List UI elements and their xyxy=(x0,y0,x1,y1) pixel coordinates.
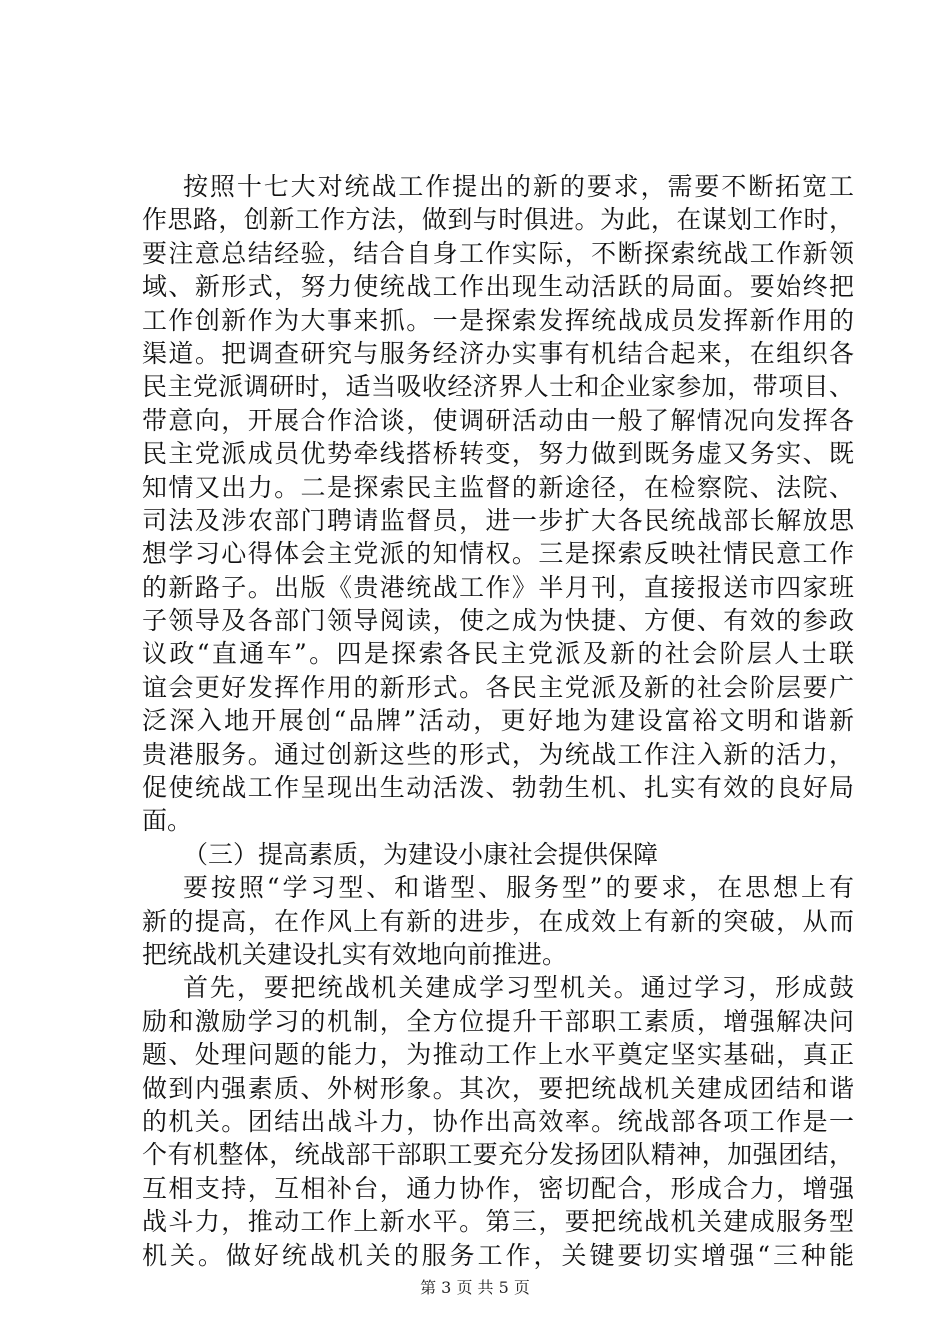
text-line: 谊会更好发挥作用的新形式。各民主党派及新的社会阶层要广 xyxy=(142,672,854,702)
text-line: 域、新形式，努力使统战工作出现生动活跃的局面。要始终把 xyxy=(142,272,854,302)
text-line: （三）提高素质，为建设小康社会提供保障 xyxy=(183,839,659,869)
text-line: 想学习心得体会主党派的知情权。三是探索反映社情民意工作 xyxy=(142,539,854,569)
text-line: 机关。做好统战机关的服务工作，关键要切实增强“三种能 xyxy=(142,1240,854,1270)
text-line: 的新路子。出版《贵港统战工作》半月刊，直接报送市四家班 xyxy=(142,572,854,602)
text-line: 要按照“学习型、和谐型、服务型”的要求，在思想上有 xyxy=(183,873,854,903)
text-line: 战斗力，推动工作上新水平。第三，要把统战机关建成服务型 xyxy=(142,1207,854,1237)
text-line: 作思路，创新工作方法，做到与时俱进。为此，在谋划工作时， xyxy=(142,205,854,235)
text-line: 民主党派调研时，适当吸收经济界人士和企业家参加，带项目、 xyxy=(142,372,854,402)
text-line: 题、处理问题的能力，为推动工作上水平奠定坚实基础，真正 xyxy=(142,1040,854,1070)
text-line: 泛深入地开展创“品牌”活动，更好地为建设富裕文明和谐新 xyxy=(142,706,854,736)
text-line: 促使统战工作呈现出生动活泼、勃勃生机、扎实有效的良好局 xyxy=(142,773,854,803)
text-line: 面。 xyxy=(142,806,193,836)
text-line: 要注意总结经验，结合自身工作实际，不断探索统战工作新领 xyxy=(142,238,854,268)
text-line: 知情又出力。二是探索民主监督的新途径，在检察院、法院、 xyxy=(142,472,854,502)
text-line: 新的提高，在作风上有新的进步，在成效上有新的突破，从而 xyxy=(142,906,854,936)
text-line: 贵港服务。通过创新这些的形式，为统战工作注入新的活力， xyxy=(142,739,854,769)
body-text xyxy=(142,170,854,1272)
page-footer: 第 3 页 共 5 页 xyxy=(420,1278,530,1297)
text-line: 按照十七大对统战工作提出的新的要求，需要不断拓宽工 xyxy=(183,172,854,201)
text-line: 互相支持，互相补台，通力协作，密切配合，形成合力，增强 xyxy=(142,1173,854,1203)
text-line: 子领导及各部门领导阅读，使之成为快捷、方便、有效的参政 xyxy=(142,606,854,636)
text-line: 把统战机关建设扎实有效地向前推进。 xyxy=(142,939,568,969)
text-line: 工作创新作为大事来抓。一是探索发挥统战成员发挥新作用的 xyxy=(142,305,854,335)
text-line: 首先，要把统战机关建成学习型机关。通过学习，形成鼓 xyxy=(183,973,854,1003)
text-line: 带意向，开展合作洽谈，使调研活动由一般了解情况向发挥各 xyxy=(142,405,854,435)
text-line: 渠道。把调查研究与服务经济办实事有机结合起来，在组织各 xyxy=(142,338,854,368)
text-line: 励和激励学习的机制，全方位提升干部职工素质，增强解决问 xyxy=(142,1006,854,1036)
text-line: 司法及涉农部门聘请监督员，进一步扩大各民统战部长解放思 xyxy=(142,505,854,535)
text-line: 民主党派成员优势牵线搭桥转变，努力做到既务虚又务实、既 xyxy=(142,439,854,469)
text-line: 个有机整体，统战部干部职工要充分发扬团队精神，加强团结， xyxy=(142,1140,854,1170)
text-line: 议政“直通车”。四是探索各民主党派及新的社会阶层人士联 xyxy=(142,639,854,669)
text-line: 做到内强素质、外树形象。其次，要把统战机关建成团结和谐 xyxy=(142,1073,854,1103)
text-line: 的机关。团结出战斗力，协作出高效率。统战部各项工作是一 xyxy=(142,1106,854,1136)
